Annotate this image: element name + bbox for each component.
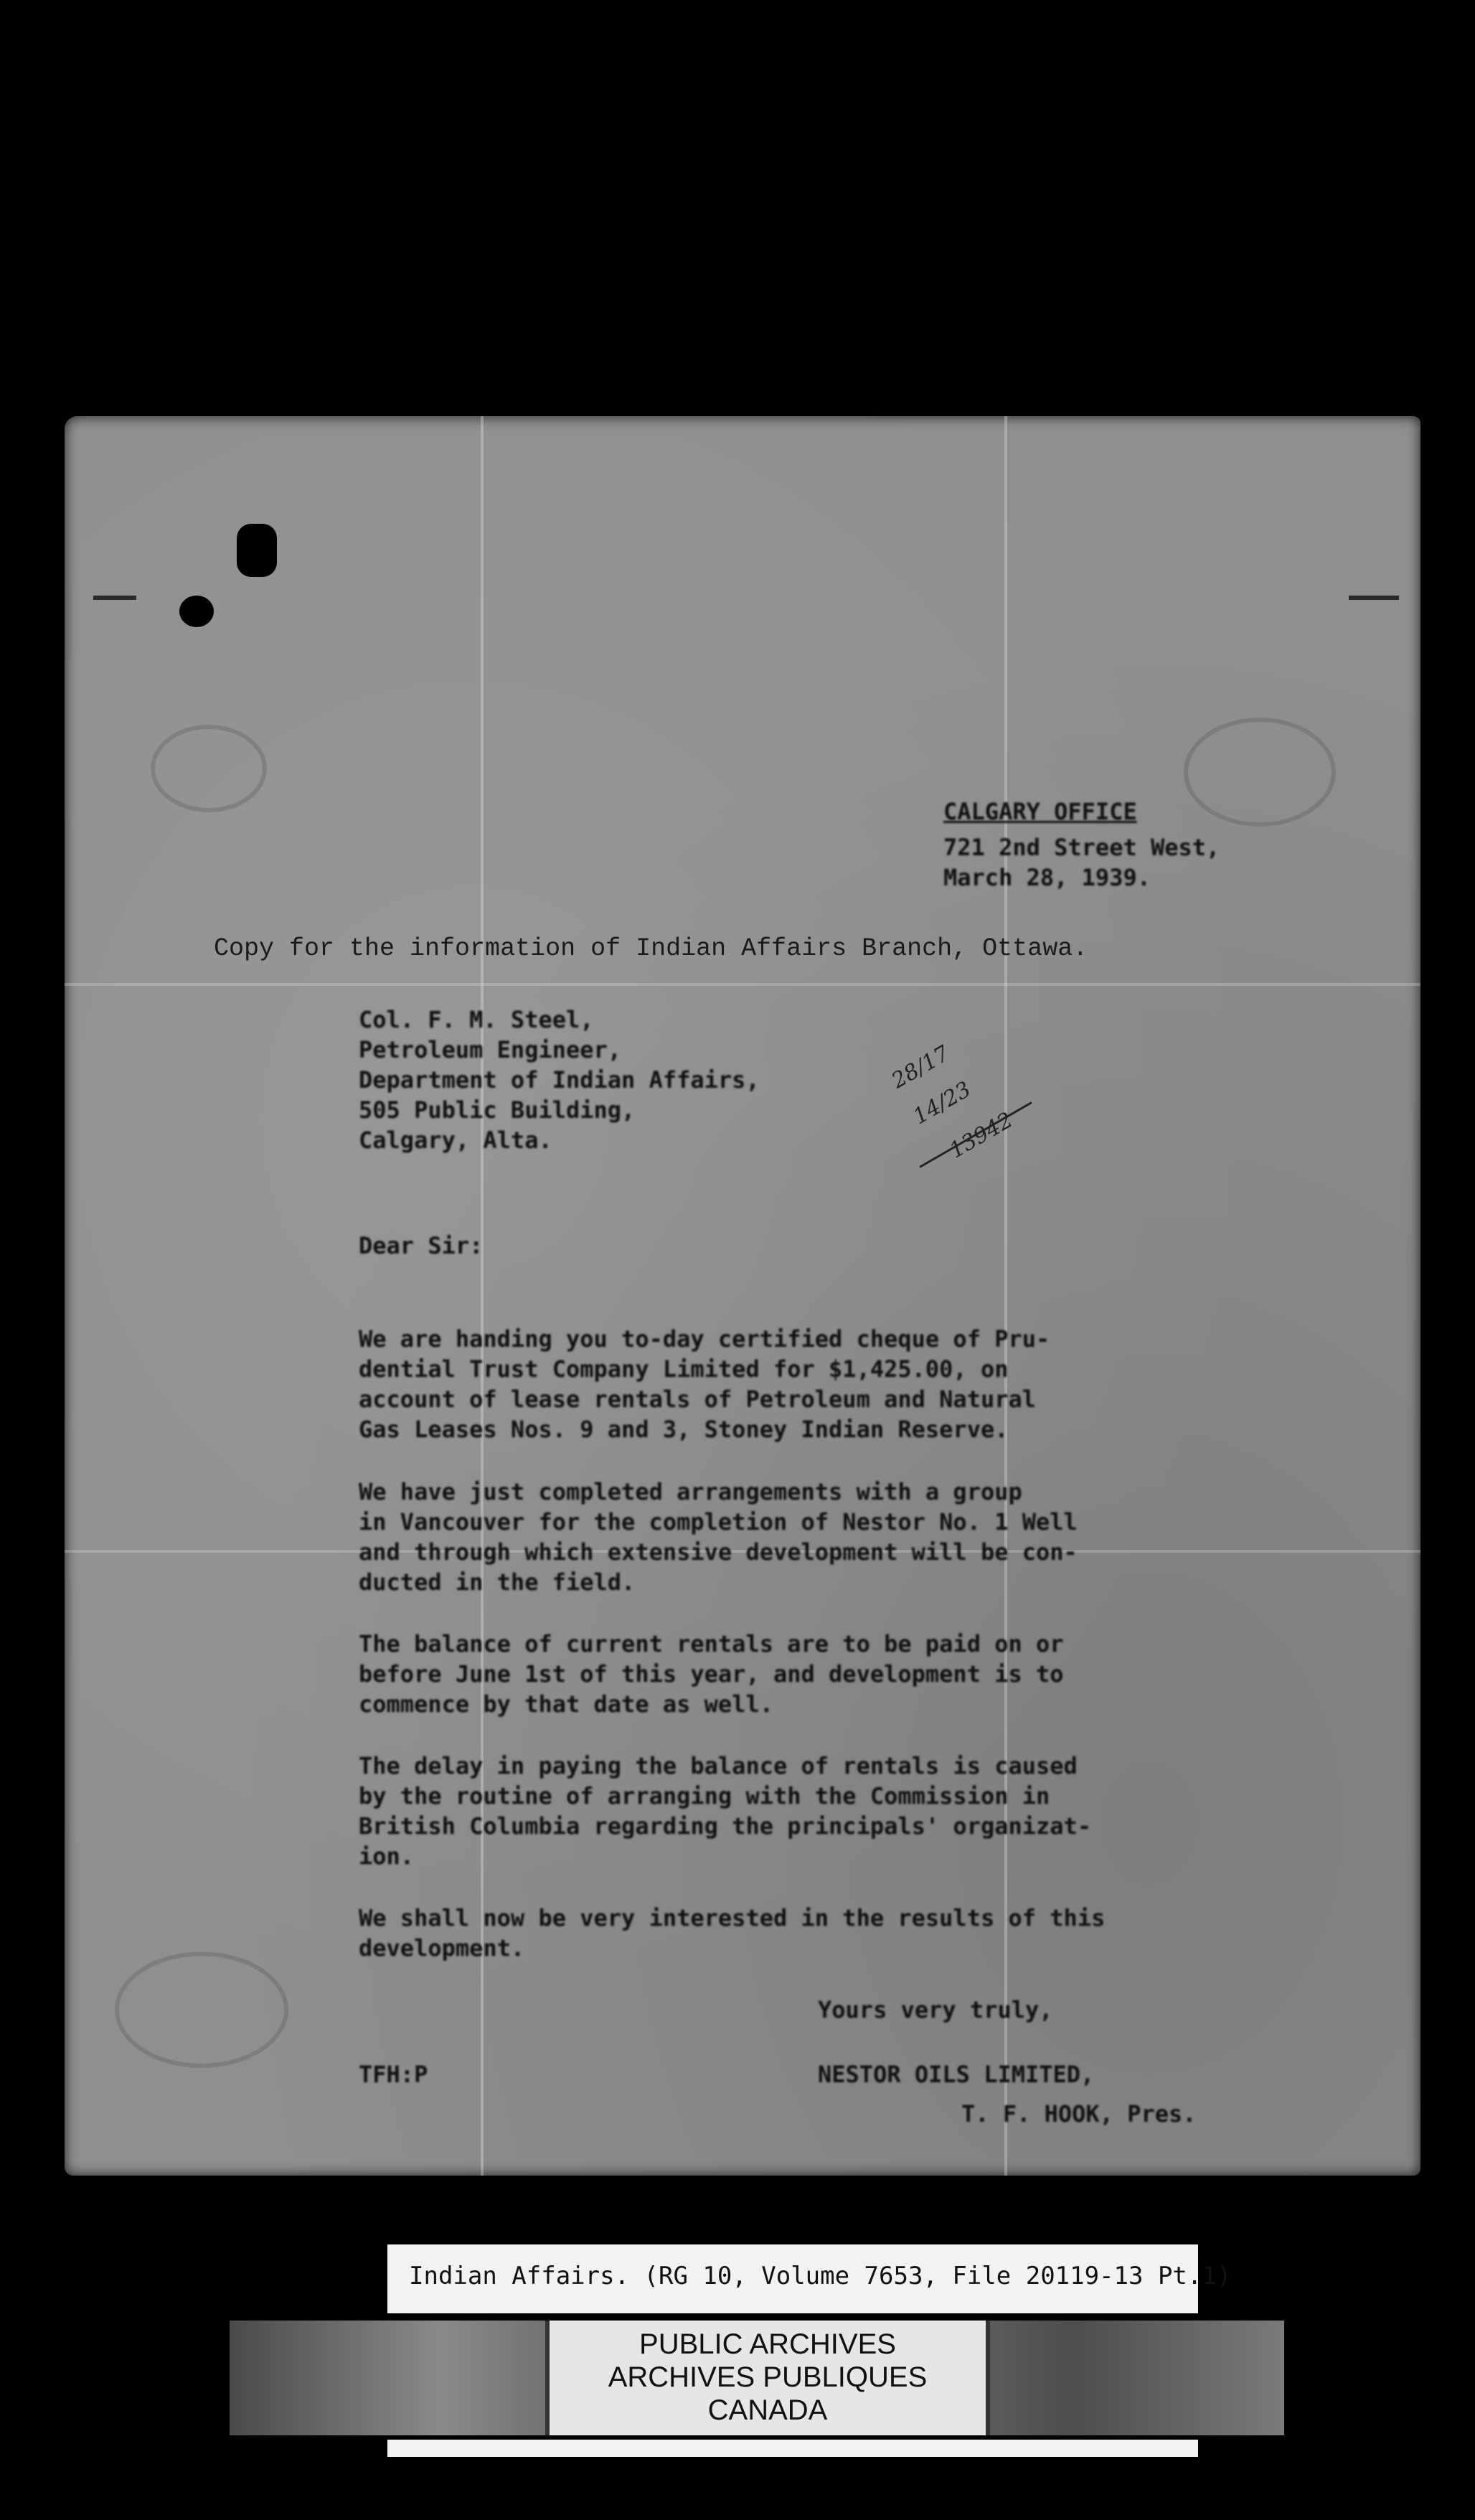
archive-line-en: PUBLIC ARCHIVES xyxy=(639,2328,896,2360)
address-line: 721 2nd Street West, xyxy=(943,834,1220,861)
body-line: dential Trust Company Limited for $1,425.00, on xyxy=(359,1355,1009,1383)
body-line: ducted in the field. xyxy=(359,1569,636,1596)
body-line: The delay in paying the balance of rentals is caused xyxy=(359,1752,1078,1779)
body-line: We are handing you to-day certified cheque of Pru- xyxy=(359,1325,1050,1353)
archive-banner xyxy=(230,2321,1284,2435)
body-line: account of lease rentals of Petroleum and Natural xyxy=(359,1386,1037,1413)
signatory: T. F. HOOK, Pres. xyxy=(961,2100,1197,2128)
closing: Yours very truly, xyxy=(818,1996,1053,2023)
recipient-line: Calgary, Alta. xyxy=(359,1127,552,1154)
punch-hole-lower xyxy=(179,596,214,627)
body-line: in Vancouver for the completion of Nestor No. 1 Well xyxy=(359,1508,1078,1536)
letter-page xyxy=(65,416,1420,2176)
recipient-line: 505 Public Building, xyxy=(359,1096,636,1124)
body-line: British Columbia regarding the principals' organizat- xyxy=(359,1813,1092,1840)
archive-stamp xyxy=(545,2321,990,2435)
body-line: by the routine of arranging with the Commission in xyxy=(359,1782,1050,1810)
archive-reference-label xyxy=(387,2244,1232,2313)
recipient-line: Department of Indian Affairs, xyxy=(359,1066,760,1094)
recipient-line: Col. F. M. Steel, xyxy=(359,1006,594,1033)
ghost-stamp-left xyxy=(151,725,267,812)
label-bottom-strip xyxy=(387,2440,1198,2457)
salutation: Dear Sir: xyxy=(359,1232,484,1259)
date-line: March 28, 1939. xyxy=(943,864,1151,891)
body-line: development. xyxy=(359,1934,525,1962)
body-line: commence by that date as well. xyxy=(359,1691,773,1718)
archive-line-country: CANADA xyxy=(707,2394,828,2426)
body-line: before June 1st of this year, and development is to xyxy=(359,1660,1064,1688)
body-line: and through which extensive development will be con- xyxy=(359,1538,1078,1566)
body-line: The balance of current rentals are to be paid on or xyxy=(359,1630,1064,1658)
typist-initials: TFH:P xyxy=(359,2061,428,2088)
body-line: ion. xyxy=(359,1843,415,1870)
body-line: We have just completed arrangements with a group xyxy=(359,1478,1022,1505)
body-line: We shall now be very interested in the results of this xyxy=(359,1904,1106,1932)
edge-mark-left xyxy=(93,596,136,600)
handwritten-note: 14/23 xyxy=(909,1076,976,1130)
company-name: NESTOR OILS LIMITED, xyxy=(818,2061,1095,2088)
edge-mark-right xyxy=(1349,596,1399,600)
handwritten-note: 13942 xyxy=(945,1107,1017,1164)
office-heading: CALGARY OFFICE xyxy=(943,798,1137,825)
body-line: Gas Leases Nos. 9 and 3, Stoney Indian Reserve. xyxy=(359,1416,1009,1443)
ghost-stamp-right xyxy=(1184,718,1336,827)
archive-reference: Indian Affairs. (RG 10, Volume 7653, File 20119-13 Pt.1) xyxy=(409,2262,1232,2290)
archive-line-fr: ARCHIVES PUBLIQUES xyxy=(608,2361,928,2393)
punch-hole-upper xyxy=(237,524,277,577)
ghost-stamp-bottom xyxy=(115,1952,288,2068)
handwritten-note: 28/17 xyxy=(887,1040,954,1094)
recipient-line: Petroleum Engineer, xyxy=(359,1036,622,1063)
copy-note: Copy for the information of Indian Affairs Branch, Ottawa. xyxy=(214,934,1088,963)
fold-line-top xyxy=(65,983,1420,986)
